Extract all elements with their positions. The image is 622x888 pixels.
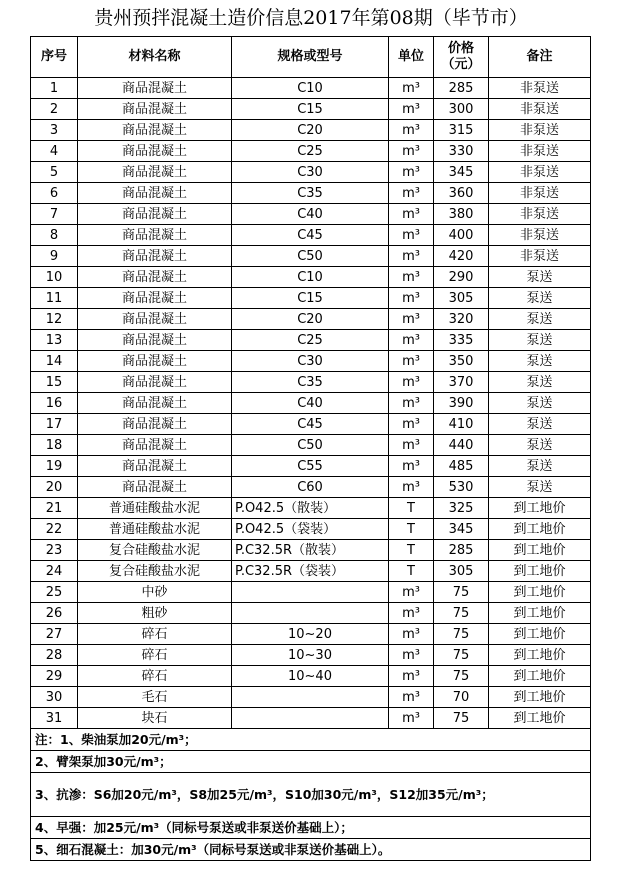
cell-material-name: 普通硅酸盐水泥	[78, 498, 232, 519]
cell-remark: 到工地价	[489, 498, 591, 519]
note-row	[31, 817, 591, 839]
cell-remark: 非泵送	[489, 99, 591, 120]
cell-material-name: 碎石	[78, 645, 232, 666]
cell-remark: 非泵送	[489, 225, 591, 246]
cell-unit: m³	[389, 687, 434, 708]
cell-material-name: 块石	[78, 708, 232, 729]
page-title: 贵州预拌混凝土造价信息2017年第08期（毕节市）	[94, 7, 528, 29]
cell-no: 2	[31, 99, 78, 120]
cell-price: 320	[434, 309, 489, 330]
cell-price: 335	[434, 330, 489, 351]
cell-price: 315	[434, 120, 489, 141]
cell-spec: C40	[232, 393, 389, 414]
cell-price: 390	[434, 393, 489, 414]
cell-material-name: 商品混凝土	[78, 78, 232, 99]
cell-unit: m³	[389, 225, 434, 246]
cell-unit: m³	[389, 456, 434, 477]
table-row	[31, 456, 591, 477]
cell-material-name: 普通硅酸盐水泥	[78, 519, 232, 540]
cell-spec: C30	[232, 162, 389, 183]
cell-spec: P.O42.5（袋装）	[232, 519, 389, 540]
cell-remark: 泵送	[489, 372, 591, 393]
cell-no: 4	[31, 141, 78, 162]
cell-price: 300	[434, 99, 489, 120]
cell-material-name: 商品混凝土	[78, 393, 232, 414]
cell-spec: C25	[232, 330, 389, 351]
cell-price: 380	[434, 204, 489, 225]
cell-no: 1	[31, 78, 78, 99]
cell-price: 325	[434, 498, 489, 519]
cell-unit: m³	[389, 141, 434, 162]
table-row	[31, 330, 591, 351]
cell-no: 17	[31, 414, 78, 435]
header-name: 材料名称	[78, 37, 232, 78]
cell-spec: C25	[232, 141, 389, 162]
cell-no: 5	[31, 162, 78, 183]
cell-price: 70	[434, 687, 489, 708]
cell-unit: m³	[389, 708, 434, 729]
cell-no: 10	[31, 267, 78, 288]
table-row	[31, 582, 591, 603]
cell-material-name: 复合硅酸盐水泥	[78, 561, 232, 582]
cell-material-name: 商品混凝土	[78, 414, 232, 435]
note-row	[31, 751, 591, 773]
cell-no: 29	[31, 666, 78, 687]
cell-material-name: 商品混凝土	[78, 288, 232, 309]
cell-spec: C50	[232, 246, 389, 267]
cell-material-name: 毛石	[78, 687, 232, 708]
cell-remark: 泵送	[489, 477, 591, 498]
cell-material-name: 商品混凝土	[78, 351, 232, 372]
table-row	[31, 687, 591, 708]
cell-unit: m³	[389, 246, 434, 267]
header-spec: 规格或型号	[232, 37, 389, 78]
cell-no: 22	[31, 519, 78, 540]
table-row	[31, 624, 591, 645]
cell-price: 440	[434, 435, 489, 456]
cell-price: 410	[434, 414, 489, 435]
cell-material-name: 商品混凝土	[78, 372, 232, 393]
cell-material-name: 商品混凝土	[78, 99, 232, 120]
cell-price: 305	[434, 288, 489, 309]
cell-material-name: 商品混凝土	[78, 330, 232, 351]
cell-remark: 非泵送	[489, 183, 591, 204]
table-row	[31, 351, 591, 372]
table-row	[31, 204, 591, 225]
table-row	[31, 141, 591, 162]
header-no: 序号	[31, 37, 78, 78]
cell-unit: m³	[389, 582, 434, 603]
cell-remark: 到工地价	[489, 519, 591, 540]
cell-spec	[232, 582, 389, 603]
cell-spec: C35	[232, 183, 389, 204]
cell-price: 75	[434, 603, 489, 624]
cell-no: 12	[31, 309, 78, 330]
cell-remark: 到工地价	[489, 582, 591, 603]
cell-remark: 到工地价	[489, 540, 591, 561]
cell-no: 26	[31, 603, 78, 624]
cell-price: 75	[434, 624, 489, 645]
cell-spec: C55	[232, 456, 389, 477]
cell-remark: 到工地价	[489, 561, 591, 582]
cell-unit: m³	[389, 288, 434, 309]
cell-price: 345	[434, 519, 489, 540]
cell-no: 31	[31, 708, 78, 729]
cell-spec: C15	[232, 288, 389, 309]
cell-spec: C45	[232, 225, 389, 246]
cell-no: 16	[31, 393, 78, 414]
cell-no: 6	[31, 183, 78, 204]
cell-unit: m³	[389, 393, 434, 414]
cell-price: 75	[434, 666, 489, 687]
cell-price: 530	[434, 477, 489, 498]
cell-spec: 10~30	[232, 645, 389, 666]
cell-no: 19	[31, 456, 78, 477]
cell-spec: C40	[232, 204, 389, 225]
cell-spec: P.C32.5R（袋装）	[232, 561, 389, 582]
table-row	[31, 78, 591, 99]
table-row	[31, 120, 591, 141]
cell-spec: C15	[232, 99, 389, 120]
cell-material-name: 粗砂	[78, 603, 232, 624]
cell-unit: m³	[389, 183, 434, 204]
table-row	[31, 183, 591, 204]
cell-unit: m³	[389, 204, 434, 225]
cell-spec: C45	[232, 414, 389, 435]
note-1: 注：1、柴油泵加20元/m³；	[31, 729, 591, 751]
cell-spec: C35	[232, 372, 389, 393]
cell-spec: 10~40	[232, 666, 389, 687]
cell-unit: T	[389, 540, 434, 561]
cell-unit: m³	[389, 120, 434, 141]
table-row	[31, 435, 591, 456]
cell-price: 75	[434, 708, 489, 729]
table-row	[31, 540, 591, 561]
cell-unit: m³	[389, 351, 434, 372]
cell-spec	[232, 687, 389, 708]
table-row	[31, 708, 591, 729]
cell-remark: 到工地价	[489, 645, 591, 666]
cell-remark: 到工地价	[489, 624, 591, 645]
cell-spec: C30	[232, 351, 389, 372]
cell-price: 400	[434, 225, 489, 246]
cell-material-name: 商品混凝土	[78, 183, 232, 204]
cell-price: 485	[434, 456, 489, 477]
cell-spec: P.C32.5R（散装）	[232, 540, 389, 561]
cell-material-name: 商品混凝土	[78, 246, 232, 267]
cell-price: 360	[434, 183, 489, 204]
cell-unit: m³	[389, 309, 434, 330]
cell-remark: 到工地价	[489, 603, 591, 624]
cell-remark: 非泵送	[489, 141, 591, 162]
cell-no: 7	[31, 204, 78, 225]
table-row	[31, 99, 591, 120]
note-3: 3、抗渗：S6加20元/m³，S8加25元/m³，S10加30元/m³，S12加35元/m³；	[31, 773, 591, 817]
cell-no: 15	[31, 372, 78, 393]
cell-price: 285	[434, 540, 489, 561]
table-row	[31, 519, 591, 540]
header-unit: 单位	[389, 37, 434, 78]
cell-remark: 到工地价	[489, 708, 591, 729]
cell-unit: m³	[389, 372, 434, 393]
cell-price: 345	[434, 162, 489, 183]
cell-remark: 非泵送	[489, 162, 591, 183]
cell-no: 8	[31, 225, 78, 246]
note-row	[31, 839, 591, 861]
cell-unit: T	[389, 561, 434, 582]
note-4: 4、早强：加25元/m³（同标号泵送或非泵送价基础上）；	[31, 817, 591, 839]
cell-no: 18	[31, 435, 78, 456]
table-row	[31, 288, 591, 309]
cell-no: 3	[31, 120, 78, 141]
cell-unit: m³	[389, 99, 434, 120]
cell-no: 30	[31, 687, 78, 708]
cell-price: 285	[434, 78, 489, 99]
cell-remark: 泵送	[489, 414, 591, 435]
table-header-row	[31, 37, 591, 78]
table-row	[31, 561, 591, 582]
cell-remark: 泵送	[489, 456, 591, 477]
table-row	[31, 225, 591, 246]
cell-price: 75	[434, 582, 489, 603]
note-row	[31, 729, 591, 751]
cell-unit: m³	[389, 666, 434, 687]
cell-spec: 10~20	[232, 624, 389, 645]
cell-no: 28	[31, 645, 78, 666]
table-row	[31, 162, 591, 183]
cell-spec: C10	[232, 78, 389, 99]
cell-material-name: 商品混凝土	[78, 225, 232, 246]
cell-no: 11	[31, 288, 78, 309]
cell-material-name: 商品混凝土	[78, 477, 232, 498]
cell-no: 23	[31, 540, 78, 561]
cell-remark: 泵送	[489, 351, 591, 372]
table-row	[31, 372, 591, 393]
table-row	[31, 603, 591, 624]
cell-material-name: 复合硅酸盐水泥	[78, 540, 232, 561]
cell-price: 330	[434, 141, 489, 162]
cell-spec: P.O42.5（散装）	[232, 498, 389, 519]
cell-price: 370	[434, 372, 489, 393]
cell-spec: C60	[232, 477, 389, 498]
cell-no: 13	[31, 330, 78, 351]
cell-material-name: 商品混凝土	[78, 120, 232, 141]
cell-spec	[232, 603, 389, 624]
cell-remark: 非泵送	[489, 120, 591, 141]
cell-unit: m³	[389, 645, 434, 666]
cell-price: 420	[434, 246, 489, 267]
table-row	[31, 498, 591, 519]
cell-material-name: 商品混凝土	[78, 162, 232, 183]
cell-remark: 泵送	[489, 393, 591, 414]
cell-remark: 泵送	[489, 435, 591, 456]
cell-unit: m³	[389, 78, 434, 99]
table-row	[31, 414, 591, 435]
cell-no: 21	[31, 498, 78, 519]
table-row	[31, 666, 591, 687]
cell-material-name: 商品混凝土	[78, 309, 232, 330]
cell-spec: C10	[232, 267, 389, 288]
cell-spec: C20	[232, 120, 389, 141]
cell-price: 350	[434, 351, 489, 372]
cell-remark: 到工地价	[489, 666, 591, 687]
cell-no: 24	[31, 561, 78, 582]
cell-no: 9	[31, 246, 78, 267]
cell-remark: 非泵送	[489, 204, 591, 225]
cell-material-name: 商品混凝土	[78, 204, 232, 225]
cell-unit: T	[389, 498, 434, 519]
cell-spec	[232, 708, 389, 729]
cell-price: 290	[434, 267, 489, 288]
cell-no: 25	[31, 582, 78, 603]
cell-remark: 非泵送	[489, 78, 591, 99]
note-2: 2、臂架泵加30元/m³；	[31, 751, 591, 773]
cell-material-name: 中砂	[78, 582, 232, 603]
cell-unit: m³	[389, 414, 434, 435]
cell-unit: m³	[389, 330, 434, 351]
cell-no: 20	[31, 477, 78, 498]
table-row	[31, 393, 591, 414]
table-row	[31, 246, 591, 267]
cell-spec: C50	[232, 435, 389, 456]
cell-unit: m³	[389, 477, 434, 498]
cell-unit: m³	[389, 267, 434, 288]
header-price: 价格（元）	[434, 37, 489, 78]
cell-material-name: 商品混凝土	[78, 435, 232, 456]
cell-remark: 非泵送	[489, 246, 591, 267]
cell-price: 305	[434, 561, 489, 582]
cell-spec: C20	[232, 309, 389, 330]
table-row	[31, 309, 591, 330]
cell-remark: 泵送	[489, 288, 591, 309]
cell-material-name: 商品混凝土	[78, 456, 232, 477]
table-row	[31, 267, 591, 288]
note-5: 5、细石混凝土：加30元/m³（同标号泵送或非泵送价基础上）。	[31, 839, 591, 861]
cell-unit: m³	[389, 435, 434, 456]
table-row	[31, 477, 591, 498]
cell-material-name: 商品混凝土	[78, 141, 232, 162]
cell-unit: m³	[389, 603, 434, 624]
table-row	[31, 645, 591, 666]
cell-unit: m³	[389, 624, 434, 645]
cell-unit: m³	[389, 162, 434, 183]
cell-remark: 泵送	[489, 330, 591, 351]
cell-remark: 泵送	[489, 267, 591, 288]
cell-unit: T	[389, 519, 434, 540]
cell-price: 75	[434, 645, 489, 666]
cell-remark: 到工地价	[489, 687, 591, 708]
cell-material-name: 商品混凝土	[78, 267, 232, 288]
cell-no: 27	[31, 624, 78, 645]
cell-no: 14	[31, 351, 78, 372]
cell-material-name: 碎石	[78, 666, 232, 687]
note-row	[31, 773, 591, 817]
cell-material-name: 碎石	[78, 624, 232, 645]
header-note: 备注	[489, 37, 591, 78]
cell-remark: 泵送	[489, 309, 591, 330]
price-table	[30, 36, 591, 861]
